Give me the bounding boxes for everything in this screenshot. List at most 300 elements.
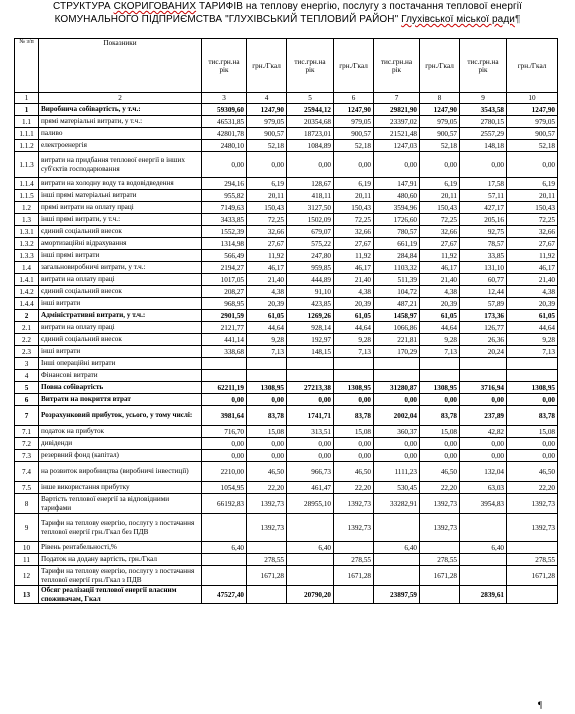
row-value-col-10: 52,18	[507, 140, 558, 152]
row-value-col-8: 4,38	[420, 286, 460, 298]
row-value-col-7: 1247,03	[374, 140, 420, 152]
row-value-col-7: 147,91	[374, 178, 420, 190]
row-indicator-name: Тарифи на теплову енергію, послугу з постачання теплової енергії грн./Гкал з ПДВ	[39, 566, 202, 586]
row-value-col-6: 0,00	[334, 450, 374, 462]
row-value-col-8: 46,17	[420, 262, 460, 274]
row-value-col-6: 20,11	[334, 190, 374, 202]
row-indicator-name: на розвиток виробництва (виробничі інвестиції)	[39, 462, 202, 482]
row-value-col-5: 444,89	[287, 274, 334, 286]
row-value-col-7: 3594,96	[374, 202, 420, 214]
row-index: 1.3.1	[15, 226, 39, 238]
row-index: 1.4.2	[15, 286, 39, 298]
row-value-col-9: 0,00	[460, 152, 507, 178]
table-row	[15, 406, 558, 426]
row-index: 2.1	[15, 322, 39, 334]
row-value-col-9	[460, 566, 507, 586]
row-value-col-5: 679,07	[287, 226, 334, 238]
row-value-col-10: 22,20	[507, 482, 558, 494]
row-value-col-7: 0,00	[374, 152, 420, 178]
column-number-2: 2	[39, 93, 202, 104]
header-name: Показники	[39, 39, 202, 93]
row-indicator-name: інші прямі матеріальні витрати	[39, 190, 202, 202]
row-value-col-4: 44,64	[247, 322, 287, 334]
row-value-col-8: 46,50	[420, 462, 460, 482]
row-value-col-10: 21,40	[507, 274, 558, 286]
row-value-col-3: 42801,78	[202, 128, 247, 140]
row-value-col-8	[420, 358, 460, 370]
row-value-col-6: 4,38	[334, 286, 374, 298]
row-index: 1.2	[15, 202, 39, 214]
row-value-col-7: 1103,32	[374, 262, 420, 274]
table-header-row	[15, 39, 558, 93]
row-value-col-10: 1392,73	[507, 514, 558, 542]
row-value-col-5: 461,47	[287, 482, 334, 494]
row-value-col-4: 0,00	[247, 152, 287, 178]
row-value-col-4: 150,43	[247, 202, 287, 214]
row-value-col-9	[460, 514, 507, 542]
row-value-col-8: 0,00	[420, 438, 460, 450]
title-line-1-post: ТАРИФІВ на теплову енергію, послугу з постачання теплової енергії	[196, 1, 522, 12]
title-line-2-underlined: Глухівської міської ради	[401, 14, 515, 25]
row-value-col-5: 959,85	[287, 262, 334, 274]
row-value-col-4: 7,13	[247, 346, 287, 358]
row-value-col-7: 31280,87	[374, 382, 420, 394]
row-index: 7.1	[15, 426, 39, 438]
row-index: 1.4.4	[15, 298, 39, 310]
row-value-col-10: 61,05	[507, 310, 558, 322]
row-index: 9	[15, 514, 39, 542]
row-value-col-9	[460, 358, 507, 370]
row-value-col-7	[374, 566, 420, 586]
row-value-col-3: 294,16	[202, 178, 247, 190]
row-value-col-6: 22,20	[334, 482, 374, 494]
row-value-col-5	[287, 358, 334, 370]
row-value-col-9: 60,77	[460, 274, 507, 286]
table-row	[15, 566, 558, 586]
column-number-3: 3	[202, 93, 247, 104]
row-value-col-8: 900,57	[420, 128, 460, 140]
row-value-col-9: 131,10	[460, 262, 507, 274]
row-value-col-7: 284,84	[374, 250, 420, 262]
row-index: 1.4	[15, 262, 39, 274]
table-row	[15, 586, 558, 604]
row-value-col-4: 9,28	[247, 334, 287, 346]
row-value-col-3: 3433,85	[202, 214, 247, 226]
row-value-col-5	[287, 566, 334, 586]
row-value-col-9: 6,40	[460, 542, 507, 554]
table-row	[15, 482, 558, 494]
row-value-col-9: 126,77	[460, 322, 507, 334]
row-value-col-6: 150,43	[334, 202, 374, 214]
table-row	[15, 346, 558, 358]
row-value-col-4: 52,18	[247, 140, 287, 152]
row-value-col-9: 57,11	[460, 190, 507, 202]
row-value-col-3	[202, 370, 247, 382]
row-index: 1.3	[15, 214, 39, 226]
table-row	[15, 190, 558, 202]
header-c4: грн./Гкал	[247, 39, 287, 93]
table-row	[15, 554, 558, 566]
row-value-col-5: 25944,12	[287, 104, 334, 116]
row-value-col-10: 1247,90	[507, 104, 558, 116]
row-value-col-8: 27,67	[420, 238, 460, 250]
row-value-col-8: 83,78	[420, 406, 460, 426]
table-row	[15, 238, 558, 250]
row-value-col-4: 21,40	[247, 274, 287, 286]
row-value-col-3: 441,14	[202, 334, 247, 346]
row-value-col-3: 1552,39	[202, 226, 247, 238]
row-indicator-name: єдиний соціальний внесок	[39, 226, 202, 238]
row-value-col-4	[247, 586, 287, 604]
row-value-col-4: 278,55	[247, 554, 287, 566]
row-index: 1.1.5	[15, 190, 39, 202]
row-value-col-5: 418,11	[287, 190, 334, 202]
row-index: 11	[15, 554, 39, 566]
row-value-col-5: 28955,10	[287, 494, 334, 514]
row-value-col-7: 1726,60	[374, 214, 420, 226]
row-value-col-7: 6,40	[374, 542, 420, 554]
table-row	[15, 262, 558, 274]
row-index: 8	[15, 494, 39, 514]
row-indicator-name: амортизаційні відрахування	[39, 238, 202, 250]
row-value-col-6	[334, 370, 374, 382]
row-value-col-3: 1017,05	[202, 274, 247, 286]
header-c5: тис.грн.на рік	[287, 39, 334, 93]
row-value-col-4: 11,92	[247, 250, 287, 262]
row-value-col-4	[247, 370, 287, 382]
table-row	[15, 116, 558, 128]
row-value-col-8: 22,20	[420, 482, 460, 494]
row-index: 2	[15, 310, 39, 322]
row-value-col-9: 3543,58	[460, 104, 507, 116]
row-value-col-6: 1392,73	[334, 514, 374, 542]
row-value-col-9: 2780,15	[460, 116, 507, 128]
row-value-col-5: 1269,26	[287, 310, 334, 322]
title-line-1	[0, 0, 575, 13]
row-value-col-10: 0,00	[507, 394, 558, 406]
row-value-col-9: 33,85	[460, 250, 507, 262]
row-value-col-10	[507, 370, 558, 382]
row-index: 3	[15, 358, 39, 370]
row-value-col-8	[420, 370, 460, 382]
row-value-col-8: 44,64	[420, 322, 460, 334]
row-value-col-4: 900,57	[247, 128, 287, 140]
row-value-col-3: 62211,19	[202, 382, 247, 394]
row-value-col-5: 3127,50	[287, 202, 334, 214]
row-value-col-7: 104,72	[374, 286, 420, 298]
row-value-col-4: 1392,73	[247, 514, 287, 542]
row-indicator-name: витрати на оплату праці	[39, 274, 202, 286]
row-value-col-5	[287, 370, 334, 382]
header-c7: тис.грн.на рік	[374, 39, 420, 93]
row-value-col-7: 0,00	[374, 450, 420, 462]
row-value-col-4: 32,66	[247, 226, 287, 238]
header-c6: грн./Гкал	[334, 39, 374, 93]
row-value-col-3: 46531,85	[202, 116, 247, 128]
row-value-col-5: 1502,09	[287, 214, 334, 226]
table-row	[15, 226, 558, 238]
row-value-col-3: 0,00	[202, 450, 247, 462]
row-value-col-9: 78,57	[460, 238, 507, 250]
row-value-col-6: 278,55	[334, 554, 374, 566]
row-value-col-10: 11,92	[507, 250, 558, 262]
row-value-col-10: 83,78	[507, 406, 558, 426]
row-value-col-3: 208,27	[202, 286, 247, 298]
row-value-col-4	[247, 358, 287, 370]
row-value-col-6: 20,39	[334, 298, 374, 310]
header-c8: грн./Гкал	[420, 39, 460, 93]
row-value-col-5: 0,00	[287, 394, 334, 406]
row-value-col-10: 20,39	[507, 298, 558, 310]
row-value-col-5: 575,22	[287, 238, 334, 250]
header-c3: тис.грн.на рік	[202, 39, 247, 93]
row-value-col-5: 20354,68	[287, 116, 334, 128]
row-value-col-5: 1741,71	[287, 406, 334, 426]
row-index: 7.2	[15, 438, 39, 450]
header-c9: тис.грн.на рік	[460, 39, 507, 93]
row-value-col-9: 42,82	[460, 426, 507, 438]
row-value-col-5	[287, 554, 334, 566]
table-row	[15, 450, 558, 462]
row-value-col-5: 91,10	[287, 286, 334, 298]
row-value-col-4: 15,08	[247, 426, 287, 438]
row-index: 1.3.2	[15, 238, 39, 250]
row-value-col-7: 23897,59	[374, 586, 420, 604]
row-value-col-9: 205,16	[460, 214, 507, 226]
row-value-col-7	[374, 370, 420, 382]
row-value-col-7: 29821,90	[374, 104, 420, 116]
row-indicator-name: інші витрати	[39, 298, 202, 310]
row-value-col-4: 46,17	[247, 262, 287, 274]
row-value-col-10: 7,13	[507, 346, 558, 358]
row-value-col-5: 247,80	[287, 250, 334, 262]
row-value-col-3: 47527,40	[202, 586, 247, 604]
row-value-col-7: 661,19	[374, 238, 420, 250]
row-value-col-8: 1308,95	[420, 382, 460, 394]
row-indicator-name: інше використання прибутку	[39, 482, 202, 494]
row-value-col-5: 1084,89	[287, 140, 334, 152]
row-value-col-10: 20,11	[507, 190, 558, 202]
row-value-col-5: 423,85	[287, 298, 334, 310]
row-value-col-3	[202, 554, 247, 566]
row-value-col-7: 0,00	[374, 394, 420, 406]
column-number-10: 10	[507, 93, 558, 104]
row-value-col-6	[334, 586, 374, 604]
row-value-col-8: 11,92	[420, 250, 460, 262]
row-value-col-4: 979,05	[247, 116, 287, 128]
row-value-col-8: 979,05	[420, 116, 460, 128]
row-value-col-9: 0,00	[460, 438, 507, 450]
row-value-col-6: 83,78	[334, 406, 374, 426]
row-value-col-10: 44,64	[507, 322, 558, 334]
table-row	[15, 140, 558, 152]
row-value-col-3: 2901,59	[202, 310, 247, 322]
row-indicator-name: витрати на холодну воду та водовідведення	[39, 178, 202, 190]
row-indicator-name: прямі витрати на оплату праці	[39, 202, 202, 214]
row-value-col-4: 4,38	[247, 286, 287, 298]
row-value-col-5	[287, 514, 334, 542]
row-value-col-8: 61,05	[420, 310, 460, 322]
row-indicator-name: Рівень рентабельності,%	[39, 542, 202, 554]
row-value-col-10: 9,28	[507, 334, 558, 346]
row-value-col-8	[420, 586, 460, 604]
row-index: 5	[15, 382, 39, 394]
row-value-col-10: 46,50	[507, 462, 558, 482]
tariff-structure-table	[14, 38, 558, 604]
row-value-col-3	[202, 358, 247, 370]
row-indicator-name: єдиний соціальний внесок	[39, 334, 202, 346]
table-row	[15, 334, 558, 346]
row-indicator-name: Фінансові витрати	[39, 370, 202, 382]
row-value-col-6: 7,13	[334, 346, 374, 358]
row-value-col-4: 20,39	[247, 298, 287, 310]
table-row	[15, 152, 558, 178]
row-value-col-10: 150,43	[507, 202, 558, 214]
row-indicator-name: Витрати на покриття втрат	[39, 394, 202, 406]
row-value-col-8: 15,08	[420, 426, 460, 438]
table-row	[15, 178, 558, 190]
header-num: № з/п	[15, 39, 39, 93]
row-value-col-7: 1066,86	[374, 322, 420, 334]
table-row	[15, 274, 558, 286]
row-value-col-8: 1671,28	[420, 566, 460, 586]
row-value-col-6: 900,57	[334, 128, 374, 140]
row-value-col-3: 3981,64	[202, 406, 247, 426]
row-value-col-9: 2839,61	[460, 586, 507, 604]
row-indicator-name: інші витрати	[39, 346, 202, 358]
row-indicator-name: Виробнича собівартість, у т.ч.:	[39, 104, 202, 116]
table-row	[15, 128, 558, 140]
row-value-col-10: 4,38	[507, 286, 558, 298]
row-value-col-9: 2557,29	[460, 128, 507, 140]
row-indicator-name: податок на прибуток	[39, 426, 202, 438]
row-value-col-10: 32,66	[507, 226, 558, 238]
row-value-col-3: 1314,98	[202, 238, 247, 250]
row-value-col-6: 9,28	[334, 334, 374, 346]
row-indicator-name: Розрахунковий прибуток, усього, у тому числі:	[39, 406, 202, 426]
row-index: 1.1.1	[15, 128, 39, 140]
row-value-col-6: 1247,90	[334, 104, 374, 116]
table-row	[15, 358, 558, 370]
row-value-col-8: 1392,73	[420, 494, 460, 514]
row-index: 10	[15, 542, 39, 554]
row-value-col-9: 12,44	[460, 286, 507, 298]
row-value-col-7: 530,45	[374, 482, 420, 494]
row-index: 1.4.1	[15, 274, 39, 286]
row-indicator-name: електроенергія	[39, 140, 202, 152]
row-value-col-7: 487,21	[374, 298, 420, 310]
row-value-col-8: 9,28	[420, 334, 460, 346]
row-value-col-3: 338,68	[202, 346, 247, 358]
row-value-col-9: 20,24	[460, 346, 507, 358]
row-value-col-5: 0,00	[287, 438, 334, 450]
row-value-col-10: 1671,28	[507, 566, 558, 586]
row-value-col-4: 61,05	[247, 310, 287, 322]
row-indicator-name: Адміністративні витрати, у т.ч.:	[39, 310, 202, 322]
row-indicator-name: інші прямі витрати	[39, 250, 202, 262]
row-value-col-7: 480,60	[374, 190, 420, 202]
row-indicator-name: паливо	[39, 128, 202, 140]
row-index: 2.2	[15, 334, 39, 346]
row-value-col-8: 72,25	[420, 214, 460, 226]
row-value-col-6: 21,40	[334, 274, 374, 286]
row-indicator-name: витрати на придбання теплової енергії в інших суб'єктів господарювання	[39, 152, 202, 178]
row-value-col-3: 66192,83	[202, 494, 247, 514]
row-value-col-9: 427,17	[460, 202, 507, 214]
row-value-col-6: 27,67	[334, 238, 374, 250]
row-indicator-name: Обсяг реалізації теплової енергії власним споживачам, Гкал	[39, 586, 202, 604]
row-value-col-5: 0,00	[287, 152, 334, 178]
table-row	[15, 214, 558, 226]
row-value-col-10: 0,00	[507, 438, 558, 450]
row-value-col-3: 566,49	[202, 250, 247, 262]
row-value-col-3	[202, 514, 247, 542]
row-value-col-6: 46,50	[334, 462, 374, 482]
row-value-col-3	[202, 566, 247, 586]
column-number-5: 5	[287, 93, 334, 104]
row-value-col-4: 72,25	[247, 214, 287, 226]
row-value-col-8: 21,40	[420, 274, 460, 286]
row-value-col-5: 18723,01	[287, 128, 334, 140]
row-value-col-8: 1247,90	[420, 104, 460, 116]
table-row	[15, 370, 558, 382]
header-c10: грн./Гкал	[507, 39, 558, 93]
row-value-col-9	[460, 370, 507, 382]
row-value-col-8: 6,19	[420, 178, 460, 190]
row-value-col-4: 0,00	[247, 438, 287, 450]
column-number-6: 6	[334, 93, 374, 104]
row-index: 6	[15, 394, 39, 406]
row-value-col-5: 928,14	[287, 322, 334, 334]
row-value-col-5: 192,97	[287, 334, 334, 346]
row-value-col-3: 0,00	[202, 438, 247, 450]
row-value-col-5: 148,15	[287, 346, 334, 358]
row-indicator-name: витрати на оплату праці	[39, 322, 202, 334]
row-index: 1.3.3	[15, 250, 39, 262]
row-value-col-8: 0,00	[420, 152, 460, 178]
row-value-col-6	[334, 542, 374, 554]
row-value-col-9: 63,03	[460, 482, 507, 494]
row-value-col-4: 0,00	[247, 450, 287, 462]
row-indicator-name: Податок на додану вартість, грн./Гкал	[39, 554, 202, 566]
row-value-col-10: 27,67	[507, 238, 558, 250]
row-value-col-6: 1308,95	[334, 382, 374, 394]
end-pilcrow: ¶	[538, 700, 543, 710]
row-value-col-7: 2002,04	[374, 406, 420, 426]
column-number-9: 9	[460, 93, 507, 104]
row-value-col-4: 20,11	[247, 190, 287, 202]
row-value-col-8: 32,66	[420, 226, 460, 238]
row-value-col-4: 1392,73	[247, 494, 287, 514]
row-value-col-7: 780,57	[374, 226, 420, 238]
title-line-2	[0, 13, 575, 26]
row-value-col-9: 3954,83	[460, 494, 507, 514]
row-value-col-10: 1392,73	[507, 494, 558, 514]
row-value-col-10	[507, 542, 558, 554]
title-line-1-underlined: СКОРИГОВАНИХ	[113, 1, 197, 12]
table-row	[15, 286, 558, 298]
table-row	[15, 104, 558, 116]
row-value-col-6: 46,17	[334, 262, 374, 274]
row-index: 1.1.4	[15, 178, 39, 190]
row-value-col-8	[420, 542, 460, 554]
row-value-col-4: 6,19	[247, 178, 287, 190]
row-value-col-4: 22,20	[247, 482, 287, 494]
row-value-col-7: 0,00	[374, 438, 420, 450]
row-index: 1.1.3	[15, 152, 39, 178]
row-value-col-8: 0,00	[420, 450, 460, 462]
row-value-col-10	[507, 358, 558, 370]
